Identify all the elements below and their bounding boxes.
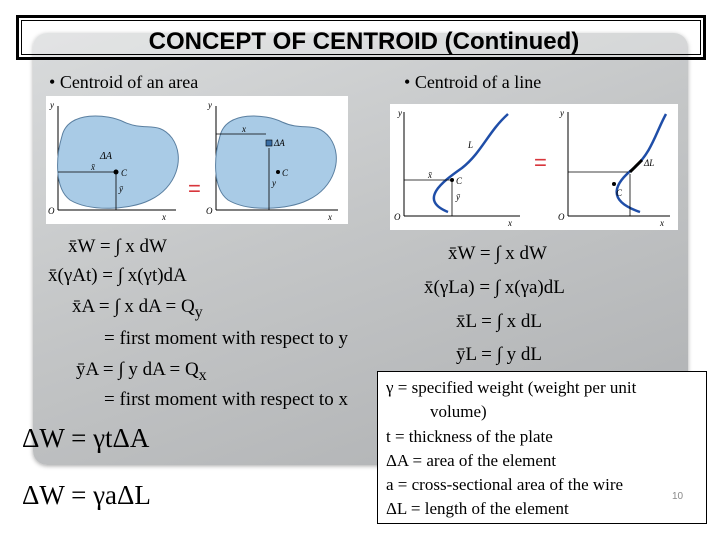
fig-label-ybar: ȳ	[119, 184, 123, 194]
fig-label-o: O	[558, 212, 565, 222]
area-shape	[58, 116, 179, 208]
equation-line-x: x̄L = ∫ x dL	[456, 311, 542, 332]
equation-delta-w-line: ΔW = γaΔL	[22, 480, 151, 510]
line-curve	[434, 114, 508, 212]
equation-gamma-la: x̄(γLa) = ∫ x(γa)dL	[424, 277, 565, 298]
page-number: 10	[672, 491, 684, 502]
fig-label-o: O	[206, 206, 213, 216]
fig-label-x: x	[660, 218, 664, 228]
fig-label-l: L	[468, 140, 474, 150]
title-box	[16, 15, 706, 60]
fig-label-xbar: x̄	[91, 162, 95, 172]
fig-label-c: C	[616, 188, 623, 198]
equation-gamma-at: x̄(γAt) = ∫ x(γt)dA	[48, 265, 187, 286]
fig-label-c: C	[282, 168, 289, 178]
bullet-centroid-line	[404, 72, 541, 93]
centroid-point	[612, 182, 616, 186]
area-shape	[216, 116, 337, 208]
bullet-centroid-area	[49, 72, 198, 93]
eq-text: x̄A = ∫ x dA = Q	[72, 296, 195, 317]
legend-delta-a: ΔA = area of the element	[386, 451, 557, 470]
fig-label-o: O	[48, 206, 55, 216]
centroid-point	[276, 170, 280, 174]
fig-label-o: O	[394, 212, 401, 222]
equation-first-moment-y	[72, 296, 203, 322]
equation-weight-integral: x̄W = ∫ x dW	[68, 236, 167, 257]
area-centroid-diagram	[46, 96, 348, 224]
line-curve	[617, 114, 666, 212]
fig-label-y: y	[560, 108, 564, 118]
bullet-label: Centroid of a line	[414, 72, 542, 92]
fig-label-delta-a: ΔA	[100, 151, 112, 162]
legend-gamma-cont: volume)	[430, 402, 487, 421]
fig-label-delta-a: ΔA	[274, 138, 285, 148]
fig-label-x: x	[162, 212, 166, 222]
fig-label-y: y	[398, 108, 402, 118]
eq-text: ȳA = ∫ y dA = Q	[76, 359, 199, 380]
fig-label-x-small: x	[242, 124, 246, 134]
figure-equals-sign: =	[534, 150, 547, 175]
equation-first-moment-x-label: = first moment with respect to x	[104, 389, 348, 410]
fig-label-ybar: ȳ	[456, 192, 460, 202]
line-centroid-figure	[390, 104, 678, 230]
slide-title: CONCEPT OF CENTROID (Continued)	[148, 28, 580, 55]
legend-t: t = thickness of the plate	[386, 427, 553, 446]
eq-subscript: y	[194, 303, 203, 321]
equation-line-y: ȳL = ∫ y dL	[456, 344, 542, 365]
area-element	[266, 140, 272, 146]
line-element	[630, 160, 642, 172]
fig-label-x: x	[508, 218, 512, 228]
centroid-point	[450, 178, 454, 182]
equation-first-moment-y-label: = first moment with respect to y	[104, 328, 348, 349]
legend-delta-l: ΔL = length of the element	[386, 499, 569, 518]
fig-label-c: C	[121, 168, 128, 178]
fig-label-y-small: y	[272, 178, 276, 188]
centroid-point	[114, 170, 119, 175]
eq-subscript: x	[198, 366, 207, 384]
fig-label-x: x	[328, 212, 332, 222]
legend-a: a = cross-sectional area of the wire	[386, 475, 624, 494]
legend-gamma: γ = specified weight (weight per unit	[386, 378, 637, 397]
fig-label-delta-l: ΔL	[644, 158, 655, 168]
fig-label-y: y	[50, 100, 54, 110]
area-centroid-figure	[46, 96, 348, 224]
bullet-label: Centroid of an area	[59, 72, 199, 92]
line-centroid-diagram	[390, 104, 678, 230]
bullet-dot: •	[404, 72, 415, 92]
equation-first-moment-x	[76, 359, 207, 385]
figure-equals-sign: =	[188, 176, 201, 201]
fig-label-c: C	[456, 176, 463, 186]
fig-label-xbar: x̄	[428, 170, 432, 180]
bullet-dot: •	[49, 72, 60, 92]
equation-weight-integral-line: x̄W = ∫ x dW	[448, 243, 547, 264]
variable-legend	[377, 371, 707, 524]
equation-delta-w-area: ΔW = γtΔA	[22, 423, 150, 453]
fig-label-y: y	[208, 100, 212, 110]
